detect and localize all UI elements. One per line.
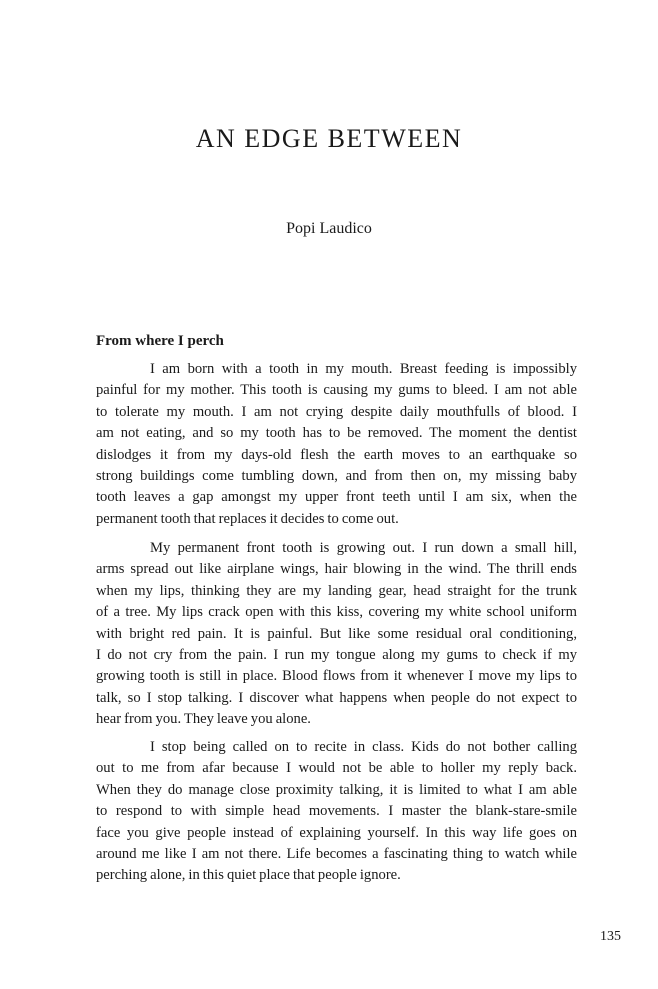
text-line: I do not cry from the pain. I run my tongue along my gums to check if my bbox=[96, 646, 577, 663]
text-line: to respond to with simple head movements. I master the blank-stare-smile bbox=[96, 803, 577, 820]
text-line: hear from you. They leave you alone. bbox=[96, 711, 311, 728]
text-line: of a tree. My lips crack open with this kiss, covering my white school uniform bbox=[96, 604, 577, 621]
author-name: Popi Laudico bbox=[286, 220, 372, 237]
text-line: dislodges it from my days-old flesh the earth moves to an earthquake so bbox=[96, 446, 577, 463]
paragraph-1 bbox=[96, 359, 577, 530]
text-line: perching alone, in this quiet place that people ignore. bbox=[96, 867, 401, 884]
text-line: painful for my mother. This tooth is causing my gums to bleed. I am not able bbox=[96, 382, 577, 399]
text-line: I stop being called on to recite in class. Kids do not bother calling bbox=[150, 739, 577, 755]
text-line: with bright red pain. It is painful. But like some residual oral conditioning, bbox=[96, 625, 577, 642]
text-line: out to me from afar because I would not be able to holler my reply back. bbox=[96, 760, 577, 777]
text-line: talk, so I stop talking. I discover what happens when people do not expect to bbox=[96, 689, 577, 706]
text-line: I am born with a tooth in my mouth. Breast feeding is impossibly bbox=[150, 361, 577, 377]
paragraph-3 bbox=[96, 737, 577, 887]
chapter-title: AN EDGE BETWEEN bbox=[195, 124, 463, 153]
text-line: tooth leaves a gap amongst my upper front teeth until I am six, when the bbox=[96, 489, 577, 506]
text-line: when my lips, thinking they are my landing gear, head straight for the trunk bbox=[96, 582, 577, 599]
paragraph-2 bbox=[96, 538, 577, 731]
text-line: am not eating, and so my tooth has to be removed. The moment the dentist bbox=[96, 425, 577, 442]
text-line: face you give people instead of explaining yourself. In this way life goes on bbox=[96, 824, 577, 841]
text-line: to tolerate my mouth. I am not crying despite daily mouthfulls of blood. I bbox=[96, 403, 577, 420]
text-line: permanent tooth that replaces it decides to come out. bbox=[96, 510, 399, 527]
text-line: When they do manage close proximity talking, it is limited to what I am able bbox=[96, 781, 577, 798]
page-number: 135 bbox=[600, 929, 621, 944]
text-line: growing tooth is still in place. Blood flows from it whenever I move my lips to bbox=[96, 668, 577, 685]
text-line: arms spread out like airplane wings, hair blowing in the wind. The thrill ends bbox=[96, 561, 577, 578]
text-line: My permanent front tooth is growing out. I run down a small hill, bbox=[150, 540, 577, 556]
section-heading: From where I perch bbox=[96, 333, 224, 349]
text-line: strong buildings come tumbling down, and from then on, my missing baby bbox=[96, 467, 577, 484]
text-line: around me like I am not there. Life becomes a fascinating thing to watch while bbox=[96, 845, 577, 862]
